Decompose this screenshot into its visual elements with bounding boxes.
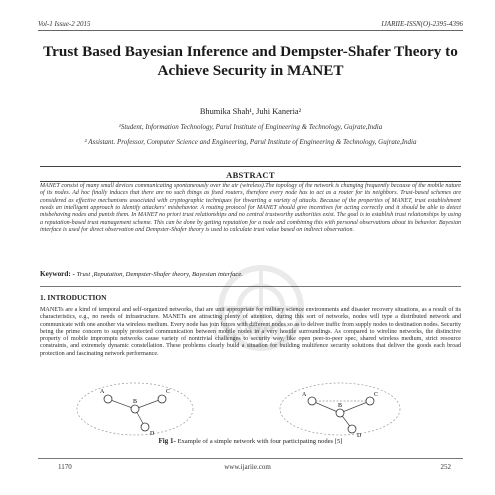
introduction-heading: 1. INTRODUCTION (40, 293, 107, 302)
paper-authors: Bhumika Shah¹, Juhi Kaneria² (199, 107, 302, 116)
node-label: B (133, 399, 138, 405)
header-rule (38, 30, 463, 31)
abstract-text: MANET consist of many small devices communicating spontaneously over the air (wireless).The topology of the network is changing frequently because of the mobile nature of its nodes. Ad hoc finally induces that there are no such things as fixed routers, therefore every node has to act as a router for its neighbors. Trust-based schemes are considered as effective mechanisms associated with cryptographic techniques for thwarting a variety of attacks. Because of the properties of MANET, trust establishment needs an intelligent approach to identify attackers' misbehavior. A routing protocol for MANET should give incentives for acting correctly and it should be able to detect misbehaving nodes and punish them. In MANET no priori trust relationships and no central trustworthy authorities exist. The goal is to establish trust relationships by using a reputation-based trust management scheme. This can be done by getting reputation for a node and combining this with personal observations about its behavior. Bayesian interface is used for direct observation and Dempster-Shafer theory is used to calculate trust value based on indirect observation. (40, 183, 461, 234)
node-a (308, 397, 316, 405)
node-label: C (374, 392, 379, 398)
figure-caption (40, 437, 461, 445)
abstract-bottom-rule (40, 181, 461, 182)
figure-caption-label: Fig 1- (158, 437, 176, 445)
keywords-label: Keyword: - (40, 270, 75, 278)
paper-title: Trust Based Bayesian Inference and Dempster-Shafer Theory to Achieve Security in MANET (43, 43, 458, 79)
keywords-value: Trust ,Reputation, Dempster-Shafer theory, Bayesian interface. (76, 271, 243, 278)
node-label: A (100, 389, 105, 395)
node-a (104, 395, 112, 403)
abstract-top-rule (40, 166, 461, 167)
network-figure (40, 379, 461, 441)
node-b (131, 405, 139, 413)
footer-website-link[interactable]: www.ijariie.com (224, 463, 271, 471)
node-d (141, 423, 149, 431)
node-label: D (357, 433, 362, 439)
node-c (158, 395, 166, 403)
figure-panel-2 (280, 383, 400, 439)
figure-panel-1 (77, 383, 193, 437)
figure-caption-text: Example of a simple network with four participating nodes [5] (175, 438, 343, 445)
node-label: C (166, 389, 171, 395)
affiliation-2: ² Assistant. Professor, Computer Science and Engineering, Parul Institute of Engineering & Technology, Gujrate,India (84, 138, 417, 146)
node-d (348, 425, 356, 433)
watermark-text: IJARIIE (213, 322, 291, 344)
node-b (336, 409, 344, 417)
header-volume: Vol-1 Issue-2 2015 (38, 20, 91, 28)
header-issn: IJARIIE-ISSN(O)-2395-4396 (381, 20, 463, 28)
footer-rule (38, 458, 463, 459)
node-label: B (338, 403, 343, 409)
affiliation-1: ¹Student, Information Technology, Parul Institute of Engineering & Technology, Gujrate,India (118, 123, 383, 131)
introduction-text: MANETs are a kind of temporal and self-organized networks, that are unit appropriate for military science environments and disaster recovery situations, as a result of its characteristics, e.g., no needs of infrastructure. MANETs are attracting plenty of attention, during this sort of networks, nodes will type a distributed network and communicate with one another via wireless medium. Every node has join forces with different nodes so as to deliver traffic from supply nodes to destination nodes. Security being the prime concern to supply protected communication between mobile nodes in a very hostile surroundings. As compared to wireline networks, the distinctive property of mobile impromptu networks cause variety of nontrivial challenges to security way, like open peer-to-peer spec, shared wireless medium, strict resource constraints, and extremely dynamic constellation. These problems clearly build a situation for building multifence security solutions that deliver the goods each broad protection and fascinating network performance. (40, 307, 461, 357)
abstract-heading: ABSTRACT (226, 170, 275, 180)
node-label: A (302, 392, 307, 398)
node-c (366, 397, 374, 405)
footer-page-number: 252 (440, 463, 451, 471)
footer-paper-id: 1170 (58, 463, 72, 471)
node-label: D (150, 431, 155, 437)
